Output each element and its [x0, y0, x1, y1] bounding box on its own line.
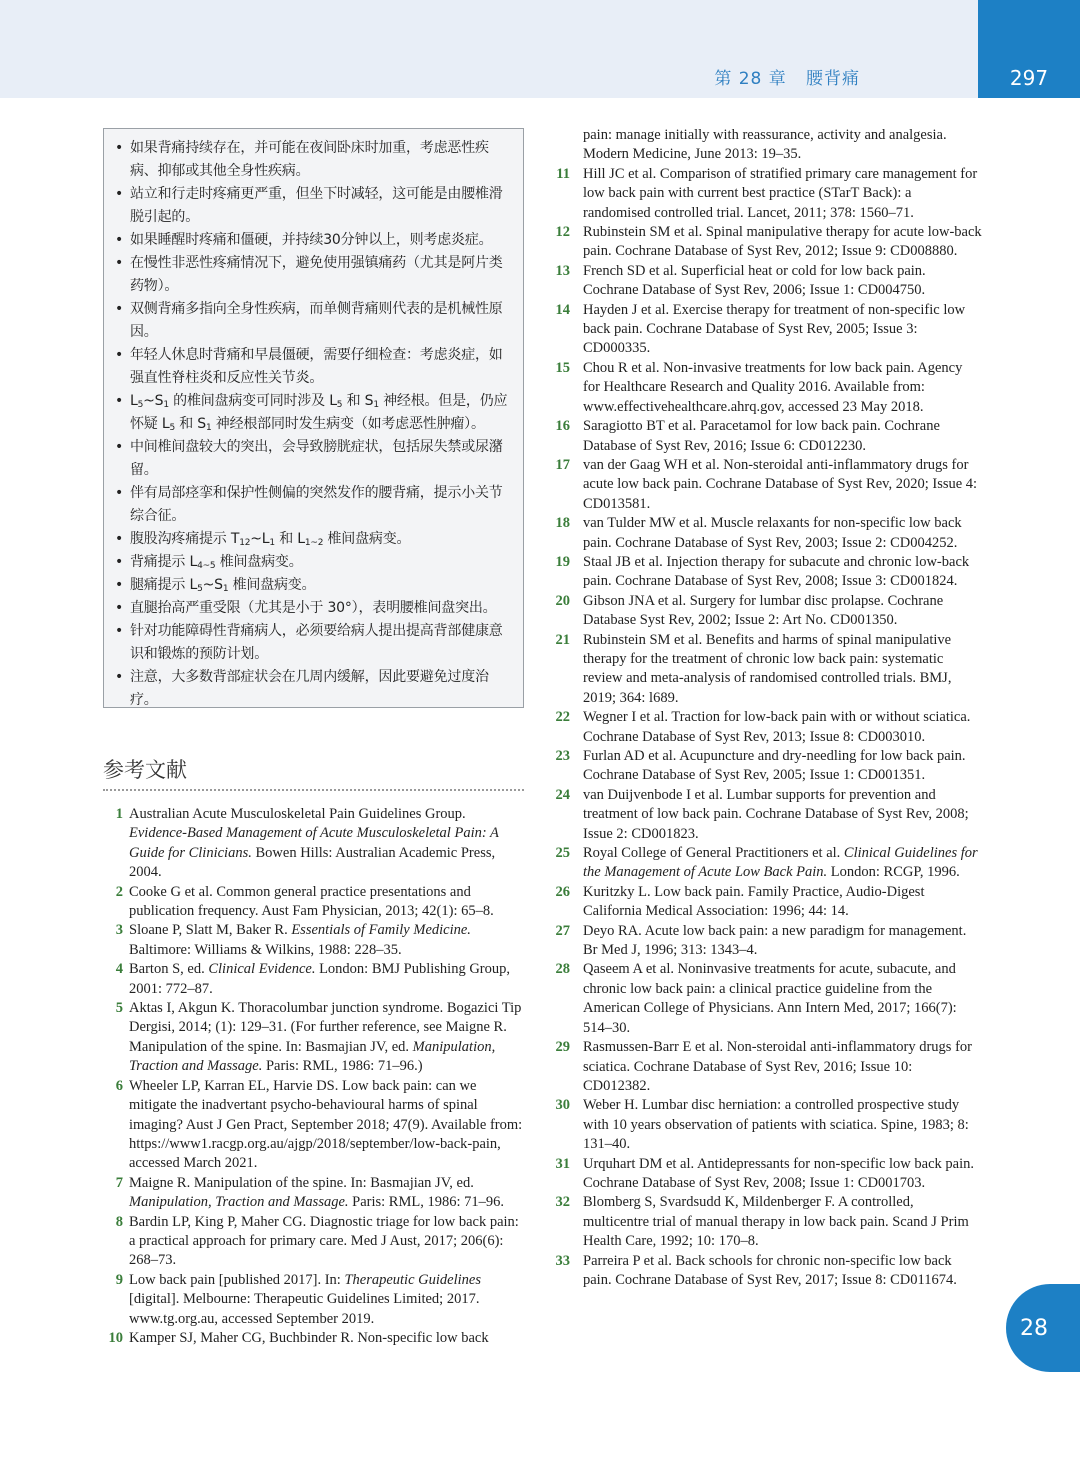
reference-number: 5 — [115, 1000, 123, 1017]
reference-number: 20 — [555, 592, 570, 609]
reference-number: 14 — [555, 301, 570, 318]
reference-number: 33 — [555, 1252, 570, 1269]
text-segment: Maigne R. Manipulation of the spine. In: Basmajian JV, ed. — [129, 1174, 474, 1191]
text-segment: 1~2 — [304, 538, 324, 548]
text-segment: 站立和行走时疼痛更严重，但坐下时减轻，这可能是由腰椎滑脱引起的。 — [130, 186, 503, 225]
reference-item — [103, 999, 523, 1077]
text-segment: Royal College of General Practitioners et al. — [583, 845, 844, 862]
text-segment: Bardin LP, King P, Maher CG. Diagnostic triage for low back pain: a practical approach for primary care. Med J Aust, 2017; 206(6): 268–73. — [129, 1213, 519, 1269]
reference-number: 8 — [115, 1213, 123, 1230]
reference-item — [552, 960, 982, 1038]
chapter-label: 第 28 章 — [714, 69, 787, 89]
reference-number: 17 — [555, 456, 570, 473]
text-segment: Furlan AD et al. Acupuncture and dry-needling for low back pain. Cochrane Database of Syst Rev, 2005; Issue 1: CD001351. — [583, 748, 966, 784]
text-segment: van Duijvenbode I et al. Lumbar supports for prevention and treatment of low back pain. Cochrane Database of Syst Rev, 2008; Issue 2: CD001823. — [583, 786, 969, 842]
clinical-tips-box — [103, 128, 524, 708]
tips-list — [114, 137, 515, 712]
reference-item — [552, 1252, 982, 1291]
reference-number: 11 — [556, 165, 570, 182]
reference-number: 28 — [555, 961, 570, 978]
text-segment: 1 — [373, 400, 379, 410]
reference-item — [552, 262, 982, 301]
tip-item — [114, 229, 515, 252]
text-segment: 直腿抬高严重受限（尤其是小于 30°），表明腰椎间盘突出。 — [130, 600, 497, 616]
reference-number: 6 — [115, 1077, 123, 1094]
tip-item — [114, 574, 515, 597]
text-segment: Saragiotto BT et al. Paracetamol for low back pain. Cochrane Database of Syst Rev, 2016; Issue 6: CD012230. — [583, 418, 940, 454]
text-segment: 1 — [269, 538, 275, 548]
text-segment: Blomberg S, Svardsudd K, Mildenberger F. A controlled, multicentre trial of manual therapy in low back pain. Scand J Prim Health Care, 1992; 10: 170–8. — [583, 1194, 969, 1250]
tip-item — [114, 620, 515, 666]
references-divider — [103, 789, 524, 791]
text-segment: Sloane P, Slatt M, Baker R. — [129, 922, 292, 939]
text-segment: 12 — [239, 538, 251, 548]
text-segment: 5 — [169, 423, 175, 433]
text-segment: 的椎间盘病变可同时涉及 L — [168, 393, 337, 409]
running-header — [714, 64, 860, 89]
text-segment: 年轻人休息时背痛和早晨僵硬，需要仔细检查：考虑炎症，如强直性脊柱炎和反应性关节炎。 — [130, 347, 503, 386]
reference-number: 25 — [555, 845, 570, 862]
tip-item — [114, 298, 515, 344]
text-segment: 4~5 — [197, 561, 216, 571]
reference-item — [552, 747, 982, 786]
text-segment: 如果睡醒时疼痛和僵硬，并持续30分钟以上，则考虑炎症。 — [130, 232, 493, 248]
text-segment: Rubinstein SM et al. Spinal manipulative therapy for acute low-back pain. Cochrane Database of Syst Rev, 2012; Issue 9: CD008880. — [583, 224, 982, 260]
text-segment: Chou R et al. Non-invasive treatments for low back pain. Agency for Healthcare Research and Quality 2016. Available from: www.effectivehealthcare.ahrq.gov, accessed 23 May 2018. — [583, 359, 963, 415]
text-segment: Clinical Guidelines for the Management of Acute Low Back Pain. — [583, 845, 978, 881]
reference-item — [103, 921, 523, 960]
reference-number: 27 — [555, 922, 570, 939]
reference-item — [552, 883, 982, 922]
text-segment: pain: manage initially with reassurance, activity and analgesia. Modern Medicine, June 2013: 19–35. — [583, 127, 947, 163]
reference-number: 3 — [115, 922, 123, 939]
text-segment: ~S — [202, 577, 223, 593]
text-segment: 1 — [163, 400, 169, 410]
text-segment: Bowen Hills: Australian Academic Press, 2004. — [129, 844, 496, 881]
text-segment: French SD et al. Superficial heat or cold for low back pain. Cochrane Database of Syst Rev, 2006; Issue 1: CD004750. — [583, 262, 926, 299]
references-column-left — [103, 805, 523, 1348]
text-segment: van Tulder MW et al. Muscle relaxants for non-specific low back pain. Cochrane Database of Syst Rev, 2003; Issue 2: CD004252. — [583, 515, 962, 551]
reference-number: 15 — [555, 359, 570, 376]
reference-item — [552, 1096, 982, 1154]
reference-number: 24 — [555, 786, 570, 803]
tip-item — [114, 252, 515, 298]
reference-number: 13 — [555, 262, 570, 279]
text-segment: Staal JB et al. Injection therapy for subacute and chronic low-back pain. Cochrane Database of Syst Rev, 2008; Issue 3: CD001824. — [583, 553, 970, 590]
text-segment: Kamper SJ, Maher CG, Buchbinder R. Non-specific low back — [129, 1329, 489, 1346]
text-segment: L — [130, 393, 138, 409]
tip-item — [114, 344, 515, 390]
reference-number: 22 — [555, 709, 570, 726]
text-segment: Australian Acute Musculoskeletal Pain Guidelines Group. — [129, 806, 466, 822]
reference-item — [552, 1038, 982, 1096]
text-segment: Evidence-Based Management of Acute Musculoskeletal Pain: A Guide for Clinicians. — [129, 825, 499, 861]
text-segment: 椎间盘病变。 — [323, 531, 411, 547]
text-segment: 腹股沟疼痛提示 T — [130, 531, 240, 547]
reference-item — [552, 922, 982, 961]
text-segment: 神经根。但是，仍应怀疑 L — [130, 393, 508, 432]
text-segment: Weber H. Lumbar disc herniation: a controlled prospective study with 10 years observation of patients with sciatica. Spine, 1983; 8: 131–40. — [583, 1097, 969, 1153]
text-segment: Deyo RA. Acute low back pain: a new paradigm for management. Br Med J, 1996; 313: 1343–4. — [583, 922, 967, 959]
text-segment: London: RCGP, 1996. — [827, 864, 960, 881]
text-segment: Kuritzky L. Low back pain. Family Practice, Audio-Digest California Medical Association: 1996; 44: 14. — [583, 883, 925, 920]
text-segment: 1 — [205, 423, 212, 433]
text-segment: London: BMJ Publishing Group, 2001: 772–87. — [129, 961, 511, 997]
text-segment: van der Gaag WH et al. Non-steroidal anti-inflammatory drugs for acute low back pain. Cochrane Database of Syst Rev, 2020; Issue 4: CD013581. — [583, 456, 978, 512]
reference-item — [552, 631, 982, 709]
reference-item — [552, 456, 982, 514]
reference-item — [552, 786, 982, 844]
reference-item — [552, 417, 982, 456]
reference-item — [552, 126, 982, 165]
reference-number: 30 — [555, 1097, 570, 1114]
reference-item — [103, 883, 523, 922]
reference-item — [552, 844, 982, 883]
text-segment: 在慢性非恶性疼痛情况下，避免使用强镇痛药（尤其是阿片类药物）。 — [130, 255, 503, 294]
text-segment: ~L — [250, 531, 270, 547]
text-segment: 1 — [222, 584, 229, 594]
reference-item — [103, 960, 523, 999]
tip-item — [114, 597, 515, 620]
reference-number: 23 — [555, 748, 570, 764]
text-segment: Paris: RML, 1986: 71–96.) — [262, 1058, 423, 1075]
text-segment: Paris: RML, 1986: 71–96. — [348, 1194, 505, 1211]
reference-item — [103, 1213, 523, 1271]
text-segment: 和 L — [274, 531, 305, 547]
text-segment: Clinical Evidence. — [208, 961, 316, 978]
page-number: 297 — [978, 0, 1080, 98]
text-segment: Gibson JNA et al. Surgery for lumbar disc prolapse. Cochrane Database Syst Rev, 2002; Issue 2: Art No. CD001350. — [583, 592, 944, 629]
text-segment: Parreira P et al. Back schools for chronic non-specific low back pain. Cochrane Database of Syst Rev, 2017; Issue 8: CD011674. — [583, 1252, 957, 1288]
text-segment: 双侧背痛多指向全身性疾病，而单侧背痛则代表的是机械性原因。 — [130, 301, 503, 340]
reference-number: 1 — [115, 806, 123, 822]
text-segment: Rubinstein SM et al. Benefits and harms of spinal manipulative therapy for the treatment of chronic low back pain: systematic review and meta-analysis of randomised controlled trials. BMJ, 2019; 364: l689. — [583, 631, 952, 706]
reference-number: 2 — [115, 883, 123, 900]
tip-item — [114, 482, 515, 528]
text-segment: 如果背痛持续存在，并可能在夜间卧床时加重，考虑恶性疾病、抑郁或其他全身性疾病。 — [130, 140, 489, 179]
reference-item — [552, 1155, 982, 1194]
text-segment: Rasmussen-Barr E et al. Non-steroidal anti-inflammatory drugs for sciatica. Cochrane Database of Syst Rev, 2016; Issue 10: CD012382. — [583, 1039, 972, 1094]
reference-item — [103, 1271, 523, 1329]
reference-item — [103, 1174, 523, 1213]
reference-item — [552, 514, 982, 553]
reference-number: 29 — [555, 1039, 570, 1056]
reference-number: 4 — [115, 961, 123, 978]
reference-number: 10 — [108, 1329, 123, 1346]
tip-item — [114, 551, 515, 574]
text-segment: Aktas I, Akgun K. Thoracolumbar junction syndrome. Bogazici Tip Dergisi, 2014; (1): 129–31. (For further reference, see Maigne R. Manipulation of the spine. In: Basmajian JV, ed. — [129, 1000, 522, 1055]
reference-number: 19 — [555, 553, 570, 570]
tip-item — [114, 666, 515, 712]
tip-item — [114, 436, 515, 482]
text-segment: 5 — [197, 584, 203, 594]
text-segment: Manipulation, Traction and Massage. — [129, 1038, 496, 1075]
text-segment: Qaseem A et al. Noninvasive treatments for acute, subacute, and chronic low back pain: a clinical practice guideline from the American College of Physicians. Ann Intern Med, 2017; 166(7): 514–30. — [583, 961, 957, 1036]
text-segment: 和 S — [342, 393, 374, 409]
text-segment: 5 — [137, 400, 144, 410]
text-segment: 椎间盘病变。 — [228, 577, 316, 593]
reference-number: 9 — [115, 1271, 123, 1288]
text-segment: Hill JC et al. Comparison of stratified primary care management for low back pain with current best practice (STarT Back): a randomised controlled trial. Lancet, 2011; 378: 1560–71. — [583, 165, 978, 221]
text-segment: Therapeutic Guidelines — [344, 1271, 481, 1288]
reference-number: 32 — [555, 1194, 570, 1211]
reference-item — [103, 805, 523, 883]
tip-item — [114, 137, 515, 183]
text-segment: Essentials of Family Medicine. — [291, 922, 471, 939]
tip-item — [114, 528, 515, 551]
reference-item — [103, 1329, 523, 1348]
text-segment: 5 — [336, 400, 343, 410]
reference-item — [552, 359, 982, 417]
chapter-tab: 28 — [1006, 1284, 1080, 1372]
reference-number: 16 — [555, 418, 570, 435]
references-heading: 参考文献 — [103, 758, 187, 782]
reference-number: 26 — [555, 883, 570, 900]
reference-item — [552, 223, 982, 262]
references-column-right — [552, 126, 982, 1290]
text-segment: 和 S — [174, 416, 206, 432]
reference-item — [552, 708, 982, 747]
text-segment: Wheeler LP, Karran EL, Harvie DS. Low back pain: can we mitigate the inadvertant psycho-behavioural harms of spinal imaging? Aust J Gen Pract, September 2018; 47(9). Available from: https://www1.racgp.org.au/ajgp/2018/september/low-back-pain, accessed March 2021. — [129, 1077, 523, 1172]
reference-number: 12 — [555, 224, 570, 241]
reference-item — [552, 592, 982, 631]
reference-number: 7 — [115, 1174, 123, 1191]
text-segment: [digital]. Melbourne: Therapeutic Guidelines Limited; 2017. www.tg.org.au, accessed September 2019. — [129, 1291, 480, 1327]
reference-item — [552, 301, 982, 359]
text-segment: Low back pain [published 2017]. In: — [129, 1271, 345, 1288]
text-segment: Barton S, ed. — [129, 961, 209, 978]
text-segment: 中间椎间盘较大的突出，会导致膀胱症状，包括尿失禁或尿潴留。 — [130, 439, 503, 478]
text-segment: 针对功能障碍性背痛病人，必须要给病人提出提高背部健康意识和锻炼的预防计划。 — [130, 623, 503, 662]
text-segment: Cooke G et al. Common general practice presentations and publication frequency. Aust Fam Physician, 2013; 42(1): 65–8. — [129, 883, 494, 920]
text-segment: Manipulation, Traction and Massage. — [129, 1194, 349, 1211]
text-segment: 腿痛提示 L — [130, 577, 198, 593]
reference-item — [103, 1077, 523, 1174]
text-segment: Wegner I et al. Traction for low-back pain with or without sciatica. Cochrane Database of Syst Rev, 2013; Issue 8: CD003010. — [583, 709, 971, 745]
tip-item — [114, 183, 515, 229]
text-segment: 神经根部同时发生病变（如考虑恶性肿瘤）。 — [211, 416, 485, 432]
text-segment: 椎间盘病变。 — [215, 554, 303, 570]
text-segment: 背痛提示 L — [130, 554, 198, 570]
reference-number: 31 — [555, 1155, 570, 1172]
reference-item — [552, 1193, 982, 1251]
text-segment: 注意，大多数背部症状会在几周内缓解，因此要避免过度治疗。 — [130, 669, 489, 708]
text-segment: 伴有局部痉挛和保护性侧偏的突然发作的腰背痛，提示小关节综合征。 — [130, 485, 503, 524]
header-band — [0, 0, 978, 98]
reference-number: 18 — [555, 515, 570, 532]
chapter-title: 腰背痛 — [806, 69, 860, 89]
text-segment: Urquhart DM et al. Antidepressants for non-specific low back pain. Cochrane Database of Syst Rev, 2008; Issue 1: CD001703. — [583, 1155, 974, 1191]
text-segment: ~S — [143, 393, 164, 409]
text-segment: Hayden J et al. Exercise therapy for treatment of non-specific low back pain. Cochrane Database of Syst Rev, 2005; Issue 3: CD000335. — [583, 301, 966, 357]
reference-number: 21 — [555, 631, 570, 648]
text-segment: Baltimore: Williams & Wilkins, 1988: 228–35. — [129, 941, 402, 958]
tip-item — [114, 390, 515, 436]
reference-item — [552, 165, 982, 223]
reference-item — [552, 553, 982, 592]
